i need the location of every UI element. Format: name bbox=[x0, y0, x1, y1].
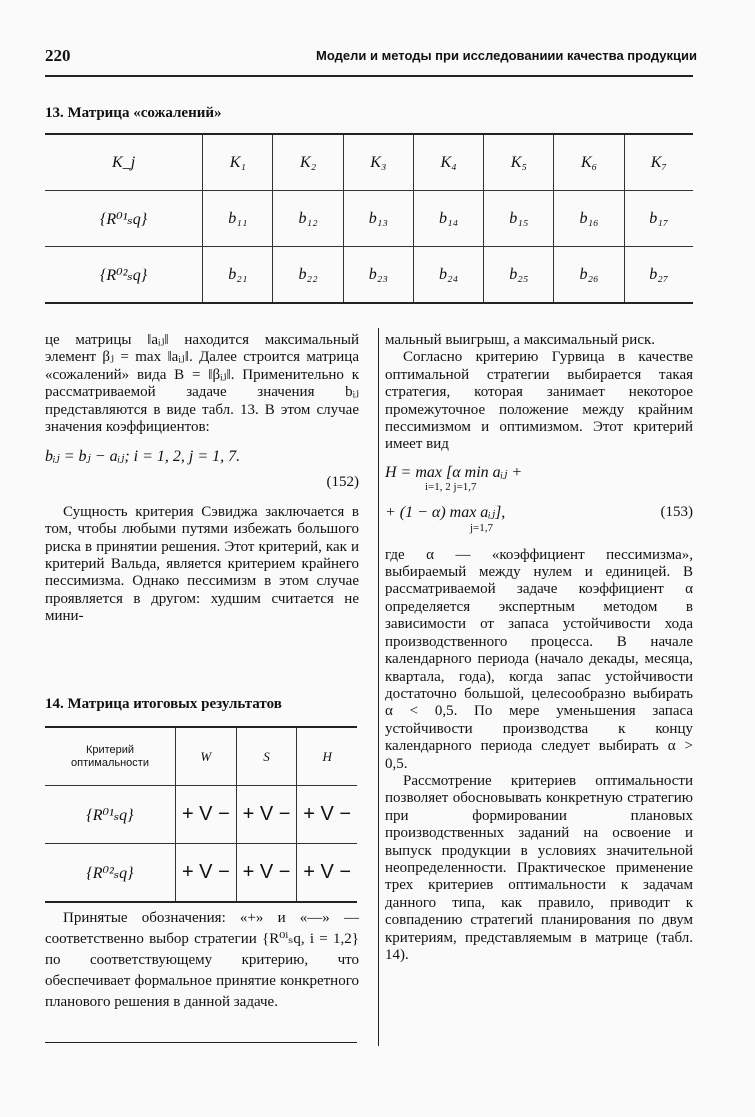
table-cell: + V − bbox=[236, 786, 297, 844]
table-header-cell: H bbox=[297, 727, 357, 786]
left-column-bottom bbox=[45, 908, 359, 1013]
paragraph: мальный выигрыш, а максимальный риск. bbox=[385, 332, 656, 348]
formula-line: + (1 − α) max aᵢⱼ], bbox=[385, 504, 506, 522]
table-cell: b₂₁ bbox=[203, 247, 273, 304]
table-header-row bbox=[45, 134, 693, 191]
table-cell: + V − bbox=[297, 844, 357, 903]
row-label: {R⁰¹ₛq} bbox=[86, 806, 134, 824]
table14-caption: 14. Матрица итоговых результатов bbox=[45, 696, 282, 712]
table-header-cell: K₅ bbox=[484, 134, 554, 191]
table-cell: b₁₁ bbox=[203, 191, 273, 247]
paragraph: Принятые обозначения: «+» и «—» — соответственно выбор стратегии {R⁰ⁱₛq, i = 1,2} по соответствующему критерию, что обеспечивает формальное принятие конкретного планового решения в данной задаче. bbox=[45, 910, 359, 1010]
formula-subscript: i=1, 2 j=1,7 bbox=[425, 481, 477, 494]
table-cell: b₂₄ bbox=[413, 247, 483, 304]
row-label: {R⁰¹ₛq} bbox=[100, 210, 148, 228]
bottom-rule bbox=[45, 1042, 357, 1043]
table-header-cell: K₂ bbox=[273, 134, 343, 191]
formula-line-row bbox=[385, 504, 693, 521]
table-cell: b₂₇ bbox=[624, 247, 693, 304]
table-cell: b₂₅ bbox=[484, 247, 554, 304]
table-header-cell: K₃ bbox=[343, 134, 413, 191]
table-cell: b₂₂ bbox=[273, 247, 343, 304]
right-column bbox=[385, 332, 693, 964]
table-cell: b₂₃ bbox=[343, 247, 413, 304]
paragraph: Рассмотрение критериев оптимальности позволяет обосновывать конкретную стратегию при формировании плановых производственных заданий на освоение и выпуск продукции в условиях значительной неопределенности. Практическое применение трех критериев оптимальности к задачам данного типа, как правило, приводит к совпадению стратегий планирования по двум критериям, представляемым в матрице (табл. 14). bbox=[385, 772, 693, 963]
table-header-cell: Критерий оптимальности bbox=[71, 743, 149, 769]
paragraph: где α — «коэффициент пессимизма», выбираемый между нулем и единицей. В рассматриваемой задаче коэффициент α определяется экспертным методом в зависимости от запаса устойчивости хода производственного процесса. В начале календарного периода (начало декады, месяца, квартала, года), когда запас устойчивости достаточно большой, целесообразно выбирать α < 0,5. По мере уменьшения запаса устойчивости производства к концу календарного периода следует выбирать α > 0,5. bbox=[385, 546, 693, 772]
row-label: {R⁰²ₛq} bbox=[100, 266, 148, 284]
column-divider bbox=[378, 328, 379, 1046]
table-cell: + V − bbox=[176, 844, 237, 903]
table-header-row bbox=[45, 727, 357, 786]
table-header-cell: K_j bbox=[112, 153, 136, 171]
table-cell: b₁₆ bbox=[554, 191, 624, 247]
table-cell: b₂₆ bbox=[554, 247, 624, 304]
page-number: 220 bbox=[45, 46, 71, 65]
table-cell: + V − bbox=[236, 844, 297, 903]
results-matrix-table bbox=[45, 726, 357, 903]
row-label: {R⁰²ₛq} bbox=[86, 864, 134, 882]
equation-number: (153) bbox=[660, 504, 693, 521]
table-cell: b₁₃ bbox=[343, 191, 413, 247]
table-row bbox=[45, 247, 693, 304]
table-header-cell: K₄ bbox=[413, 134, 483, 191]
table-cell: b₁₅ bbox=[484, 191, 554, 247]
left-column-top bbox=[45, 332, 359, 626]
header-rule bbox=[45, 75, 693, 77]
running-title: Модели и методы при исследованиии качества продукции bbox=[316, 48, 697, 63]
paragraph: Сущность критерия Сэвиджа заключается в том, чтобы любыми путями избежать большого риска в принятии решения. Этот критерий, как и критерий Вальда, является критерием крайнего пессимизма. Однако пессимизм в этом случае проявляется в другом: худшим считается не мини- bbox=[45, 503, 359, 625]
table-header-cell: S bbox=[236, 727, 297, 786]
table-header-cell: K₆ bbox=[554, 134, 624, 191]
formula-153 bbox=[385, 464, 693, 535]
table-header-cell: K₁ bbox=[203, 134, 273, 191]
regret-matrix-table bbox=[45, 133, 693, 304]
formula-line: H = max [α min aᵢⱼ + bbox=[385, 463, 523, 481]
table-cell: b₁₄ bbox=[413, 191, 483, 247]
formula-subscript: j=1,7 bbox=[470, 521, 494, 534]
table-header-cell: W bbox=[176, 727, 237, 786]
equation-number: (152) bbox=[326, 474, 359, 491]
table-cell: + V − bbox=[297, 786, 357, 844]
table-header-cell: K₇ bbox=[624, 134, 693, 191]
table-cell: b₁₂ bbox=[273, 191, 343, 247]
table-cell: + V − bbox=[176, 786, 237, 844]
table-row bbox=[45, 844, 357, 903]
table13-caption: 13. Матрица «сожалений» bbox=[45, 105, 222, 121]
paragraph: це матрицы ‖aᵢⱼ‖ находится максимальный элемент βⱼ = max ‖aᵢⱼ‖. Далее строится матрица «сожалений» вида B = ‖βᵢⱼ‖. Применительно к рассматриваемой задаче значения bᵢⱼ представляются в виде табл. 13. В этом случае значения коэффициентов: bbox=[45, 332, 359, 436]
formula-152 bbox=[45, 448, 359, 470]
paragraph: Согласно критерию Гурвица в качестве оптимальной стратегии выбирается такая стратегия, которая занимает некоторое промежуточное положение между крайним пессимизмом и оптимизмом. Этот критерий имеет вид bbox=[385, 349, 693, 453]
table-cell: b₁₇ bbox=[624, 191, 693, 247]
table-row bbox=[45, 191, 693, 247]
table-row bbox=[45, 786, 357, 844]
formula-text: bᵢⱼ = bⱼ − aᵢⱼ; i = 1, 2, j = 1, 7. bbox=[45, 448, 241, 466]
